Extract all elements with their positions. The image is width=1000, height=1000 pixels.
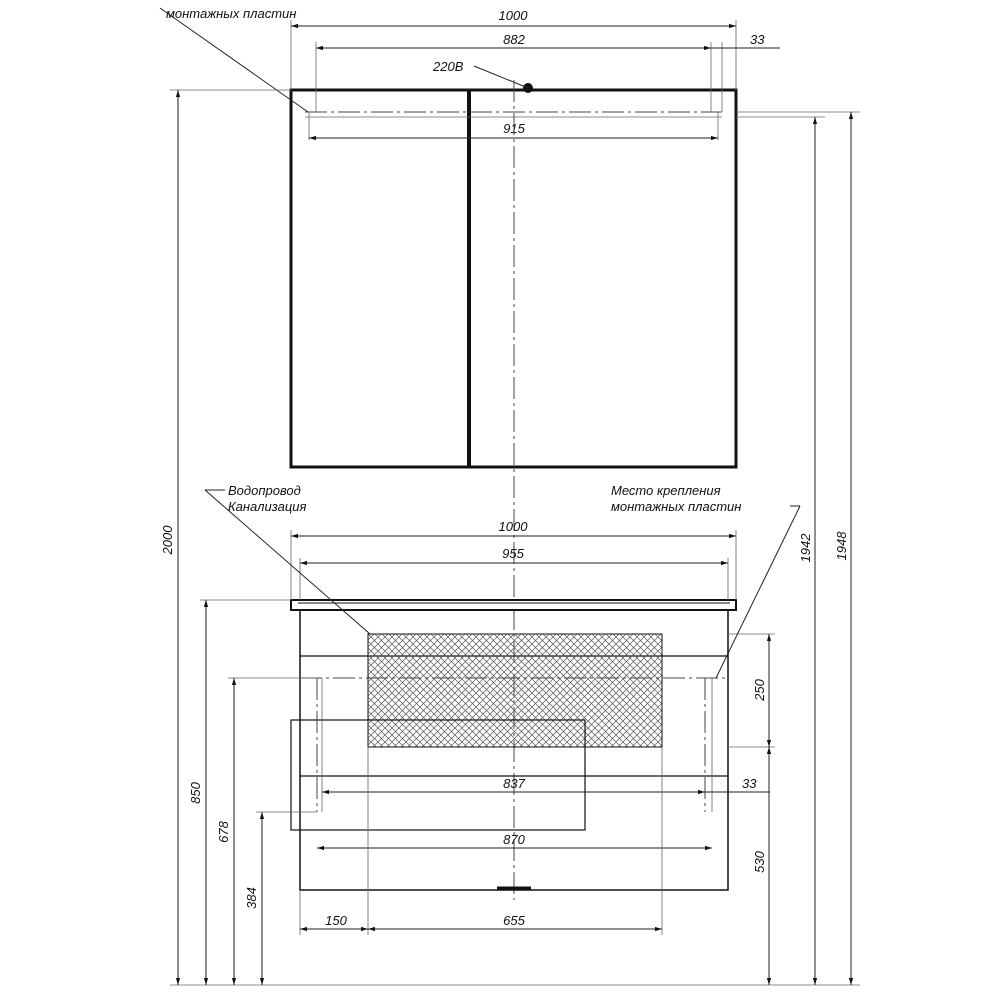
dim-h-2000: 2000 (160, 525, 175, 555)
dim-base-837: 837 (503, 776, 525, 791)
dim-base-870: 870 (503, 832, 525, 847)
cabinet-dimensions (291, 8, 780, 138)
label-mounting-plates-top: монтажных пластин (166, 6, 297, 21)
dim-h-250: 250 (752, 679, 767, 701)
label-mounting-place-2: монтажных пластин (611, 499, 742, 514)
dim-base-655: 655 (503, 913, 525, 928)
dim-h-384: 384 (244, 887, 259, 909)
label-220v: 220В (433, 59, 464, 74)
plumbing-callout (205, 483, 370, 634)
dim-cab-width: 1000 (498, 8, 528, 23)
label-sewerage: Канализация (228, 499, 307, 514)
label-mounting-place-1: Место крепления (611, 483, 721, 498)
mounting-plates-callout-top (160, 6, 308, 112)
dim-cab-882: 882 (503, 32, 525, 47)
dim-cab-915: 915 (503, 121, 525, 136)
height-dimensions-left (160, 90, 860, 985)
countertop (291, 600, 736, 610)
height-dimensions-right (728, 112, 860, 985)
dim-base-150: 150 (325, 913, 347, 928)
dim-h-1948: 1948 (834, 531, 849, 561)
dim-base-955: 955 (502, 546, 524, 561)
dim-h-850: 850 (188, 782, 203, 804)
dim-cab-33: 33 (750, 32, 765, 47)
dim-h-1942: 1942 (798, 533, 813, 563)
dim-h-530: 530 (752, 851, 767, 873)
dim-base-width: 1000 (498, 519, 528, 534)
dim-base-33: 33 (742, 776, 757, 791)
dim-h-678: 678 (216, 821, 231, 843)
utility-zone-hatch (368, 634, 662, 747)
label-water-supply: Водопровод (228, 483, 301, 498)
